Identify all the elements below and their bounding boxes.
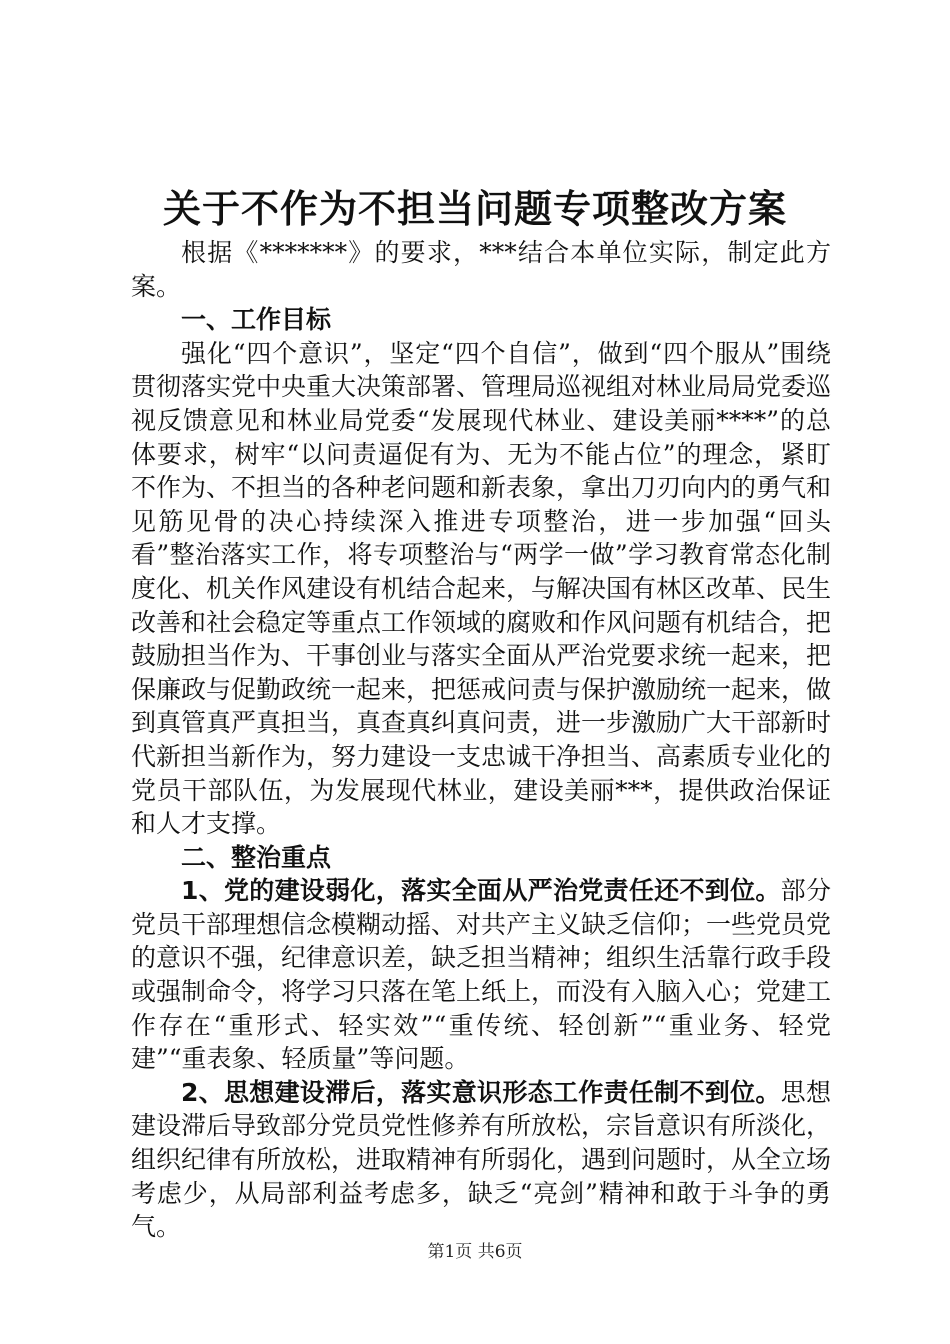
document-title: 关于不作为不担当问题专项整改方案 bbox=[162, 186, 787, 231]
page-number: 第1页 共6页 bbox=[427, 1242, 523, 1262]
focus-item-2 bbox=[131, 1076, 831, 1244]
focus-item-2-text: 思想建设滞后导致部分党员党性修养有所放松，宗旨意识有所淡化，组织纪律有所放松，进取精神有所弱化，遇到问题时，从全立场考虑少，从局部利益考虑多，缺乏“亮剑”精神和敢于斗争的勇气。 bbox=[131, 1077, 832, 1242]
section-heading-goals: 一、工作目标 bbox=[181, 305, 332, 335]
goals-paragraph: 强化“四个意识”，坚定“四个自信”，做到“四个服从”围绕贯彻落实党中央重大决策部署、管理局巡视组对林业局局党委巡视反馈意见和林业局党委“发展现代林业、建设美丽****”的总体要求，树牢“以问责逼促有为、无为不能占位”的理念，紧盯不作为、不担当的各种老问题和新表象，拿出刀刃向内的勇气和见筋见骨的决心持续深入推进专项整治，进一步加强“回头看”整治落实工作，将专项整治与“两学一做”学习教育常态化制度化、机关作风建设有机结合起来，与解决国有林区改革、民生改善和社会稳定等重点工作领域的腐败和作风问题有机结合，把鼓励担当作为、干事创业与落实全面从严治党要求统一起来，把保廉政与促勤政统一起来，把惩戒问责与保护激励统一起来，做到真管真严真担当，真查真纠真问责，进一步激励广大干部新时代新担当新作为，努力建设一支忠诚干净担当、高素质专业化的党员干部队伍，为发展现代林业，建设美丽***，提供政治保证和人才支撑。 bbox=[131, 338, 832, 839]
focus-item-1 bbox=[131, 874, 831, 1076]
document-body bbox=[131, 236, 831, 1244]
focus-item-1-text: 部分党员干部理想信念模糊动摇、对共产主义缺乏信仰；一些党员党的意识不强，纪律意识差，缺乏担当精神；组织生活靠行政手段或强制命令，将学习只落在笔上纸上，而没有入脑入心；党建工作存在“重形式、轻实效”“重传统、轻创新”“重业务、轻党建”“重表象、轻质量”等问题。 bbox=[131, 876, 832, 1074]
section-heading-focus: 二、整治重点 bbox=[181, 842, 332, 872]
focus-item-1-lead: 1、党的建设弱化，落实全面从严治党责任还不到位。 bbox=[181, 876, 781, 906]
focus-item-2-lead: 2、思想建设滞后，落实意识形态工作责任制不到位。 bbox=[181, 1077, 781, 1107]
intro-paragraph: 根据《*******》的要求，***结合本单位实际，制定此方案。 bbox=[131, 238, 831, 301]
